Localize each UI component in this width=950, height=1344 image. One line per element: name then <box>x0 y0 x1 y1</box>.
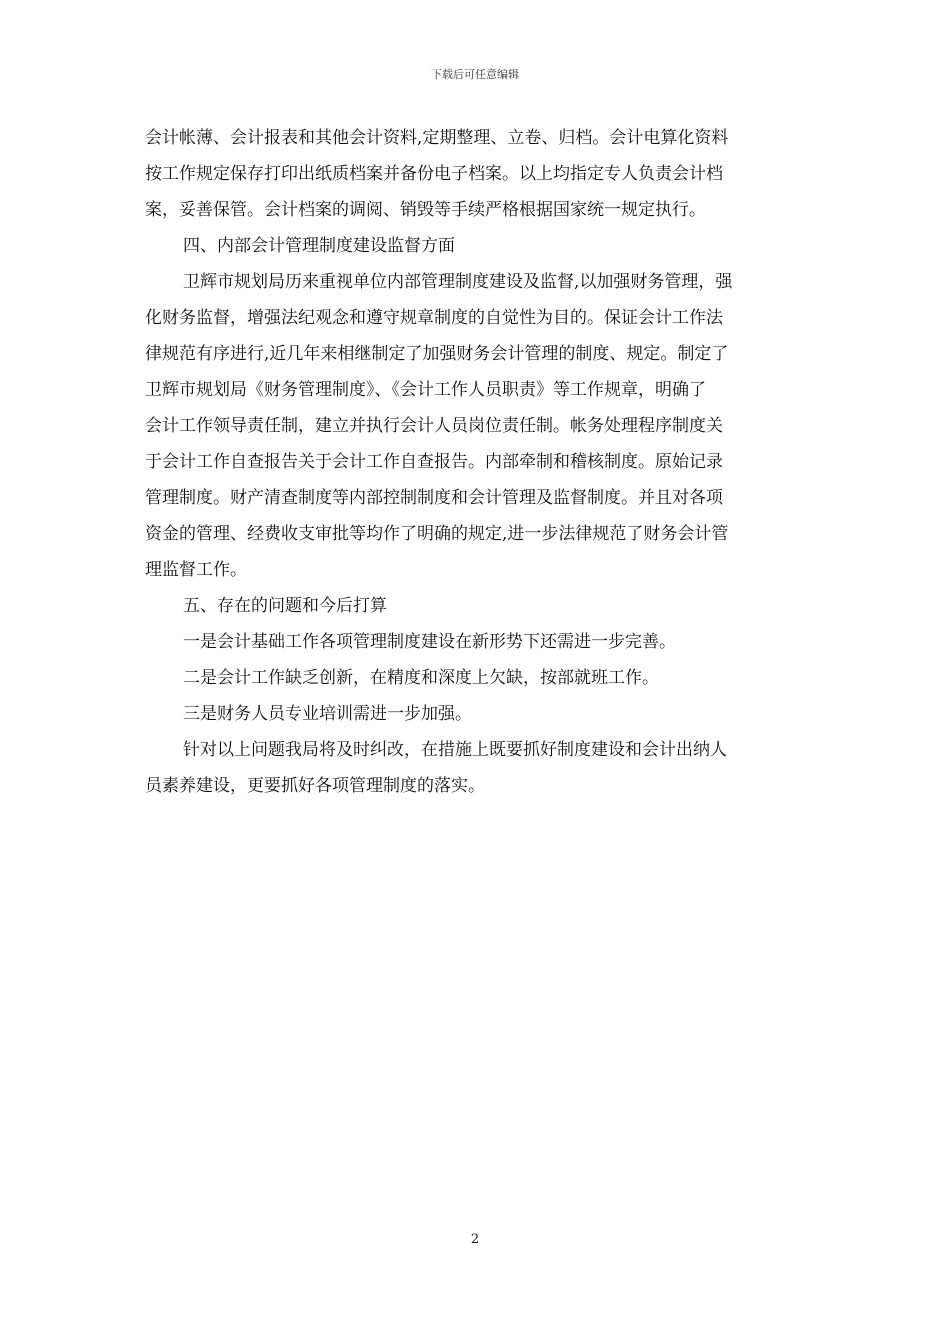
body-line: 按工作规定保存打印出纸质档案并备份电子档案。以上均指定专人负责会计档 <box>145 164 723 184</box>
body-line: 资金的管理、经费收支审批等均作了明确的规定,进一步法律规范了财务会计管 <box>145 524 729 544</box>
body-line: 理监督工作。 <box>145 560 247 580</box>
body-line: 化财务监督，增强法纪观念和遵守规章制度的自觉性为目的。保证会计工作法 <box>145 308 723 328</box>
body-line: 律规范有序进行,近几年来相继制定了加强财务会计管理的制度、规定。制定了 <box>145 344 729 364</box>
body-line: 案，妥善保管。会计档案的调阅、销毁等手续严格根据国家统一规定执行。 <box>145 200 706 220</box>
section-heading-4: 四、内部会计管理制度建设监督方面 <box>183 236 455 256</box>
list-item: 三是财务人员专业培训需进一步加强。 <box>183 704 472 724</box>
document-body <box>145 120 809 804</box>
page-number: 2 <box>470 1232 480 1247</box>
body-line: 针对以上问题我局将及时纠改，在措施上既要抓好制度建设和会计出纳人 <box>183 740 727 760</box>
list-item: 二是会计工作缺乏创新，在精度和深度上欠缺，按部就班工作。 <box>183 668 659 688</box>
body-line: 会计工作领导责任制，建立并执行会计人员岗位责任制。帐务处理程序制度关 <box>145 416 723 436</box>
body-line: 会计帐薄、会计报表和其他会计资料,定期整理、立卷、归档。会计电算化资料 <box>145 128 729 148</box>
body-line: 卫辉市规划局《财务管理制度》、《会计工作人员职责》等工作规章，明确了 <box>145 380 706 400</box>
body-line: 管理制度。财产清查制度等内部控制制度和会计管理及监督制度。并且对各项 <box>145 488 723 508</box>
section-heading-5: 五、存在的问题和今后打算 <box>183 596 387 616</box>
body-line: 于会计工作自查报告关于会计工作自查报告。内部牵制和稽核制度。原始记录 <box>145 452 723 472</box>
body-line: 员素养建设，更要抓好各项管理制度的落实。 <box>145 776 485 796</box>
body-line: 卫辉市规划局历来重视单位内部管理制度建设及监督,以加强财务管理，强 <box>183 272 733 292</box>
list-item: 一是会计基础工作各项管理制度建设在新形势下还需进一步完善。 <box>183 632 676 652</box>
page-header: 下载后可任意编辑 <box>431 68 519 81</box>
